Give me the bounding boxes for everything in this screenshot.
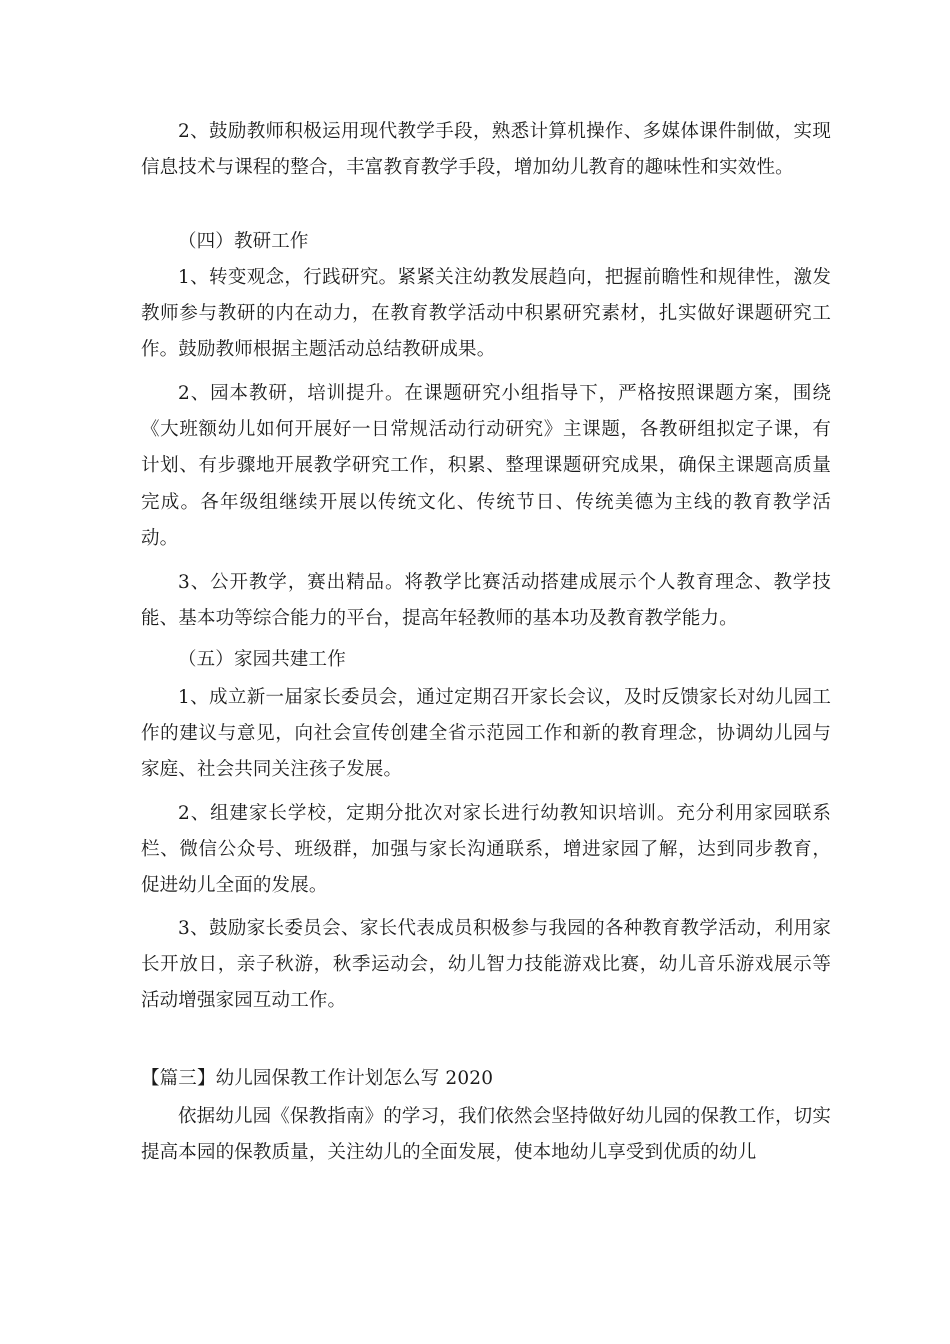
paragraph-research-1: 1、转变观念，行践研究。紧紧关注幼教发展趋向，把握前瞻性和规律性，激发教师参与教研的内在动力，在教育教学活动中积累研究素材，扎实做好课题研究工作。鼓励教师根据主题活动总结教研成果。 [141, 267, 831, 361]
paragraph-research-2: 2、园本教研，培训提升。在课题研究小组指导下，严格按照课题方案，围绕《大班额幼儿如何开展好一日常规活动行动研究》主课题，各教研组拟定子课，有计划、有步骤地开展教学研究工作，积累、整理课题研究成果，确保主课题高质量完成。各年级组继续开展以传统文化、传统节日、传统美德为主线的教育教学活动。 [141, 383, 831, 549]
paragraph-research-3: 3、公开教学，赛出精品。将教学比赛活动搭建成展示个人教育理念、教学技能、基本功等综合能力的平台，提高年轻教师的基本功及教育教学能力。 [141, 572, 831, 630]
paragraph-home-school-1: 1、成立新一届家长委员会，通过定期召开家长会议，及时反馈家长对幼儿园工作的建议与意见，向社会宣传创建全省示范园工作和新的教育理念，协调幼儿园与家庭、社会共同关注孩子发展。 [141, 687, 831, 781]
section-title: 【篇三】幼儿园保教工作计划怎么写 2020 [141, 1068, 494, 1089]
paragraph-teaching-methods: 2、鼓励教师积极运用现代教学手段，熟悉计算机操作、多媒体课件制做，实现信息技术与课程的整合，丰富教育教学手段，增加幼儿教育的趣味性和实效性。 [141, 121, 831, 179]
paragraph-home-school-3: 3、鼓励家长委员会、家长代表成员积极参与我园的各种教育教学活动，利用家长开放日，亲子秋游，秋季运动会，幼儿智力技能游戏比赛，幼儿音乐游戏展示等活动增强家园互动工作。 [141, 918, 831, 1012]
heading-research-work: （四）教研工作 [178, 231, 309, 252]
paragraph-section-intro: 依据幼儿园《保教指南》的学习，我们依然会坚持做好幼儿园的保教工作，切实提高本园的保教质量，关注幼儿的全面发展，使本地幼儿享受到优质的幼儿 [141, 1106, 831, 1164]
heading-home-school: （五）家园共建工作 [178, 649, 346, 670]
paragraph-home-school-2: 2、组建家长学校，定期分批次对家长进行幼教知识培训。充分利用家园联系栏、微信公众号、班级群，加强与家长沟通联系，增进家园了解，达到同步教育，促进幼儿全面的发展。 [141, 803, 831, 897]
